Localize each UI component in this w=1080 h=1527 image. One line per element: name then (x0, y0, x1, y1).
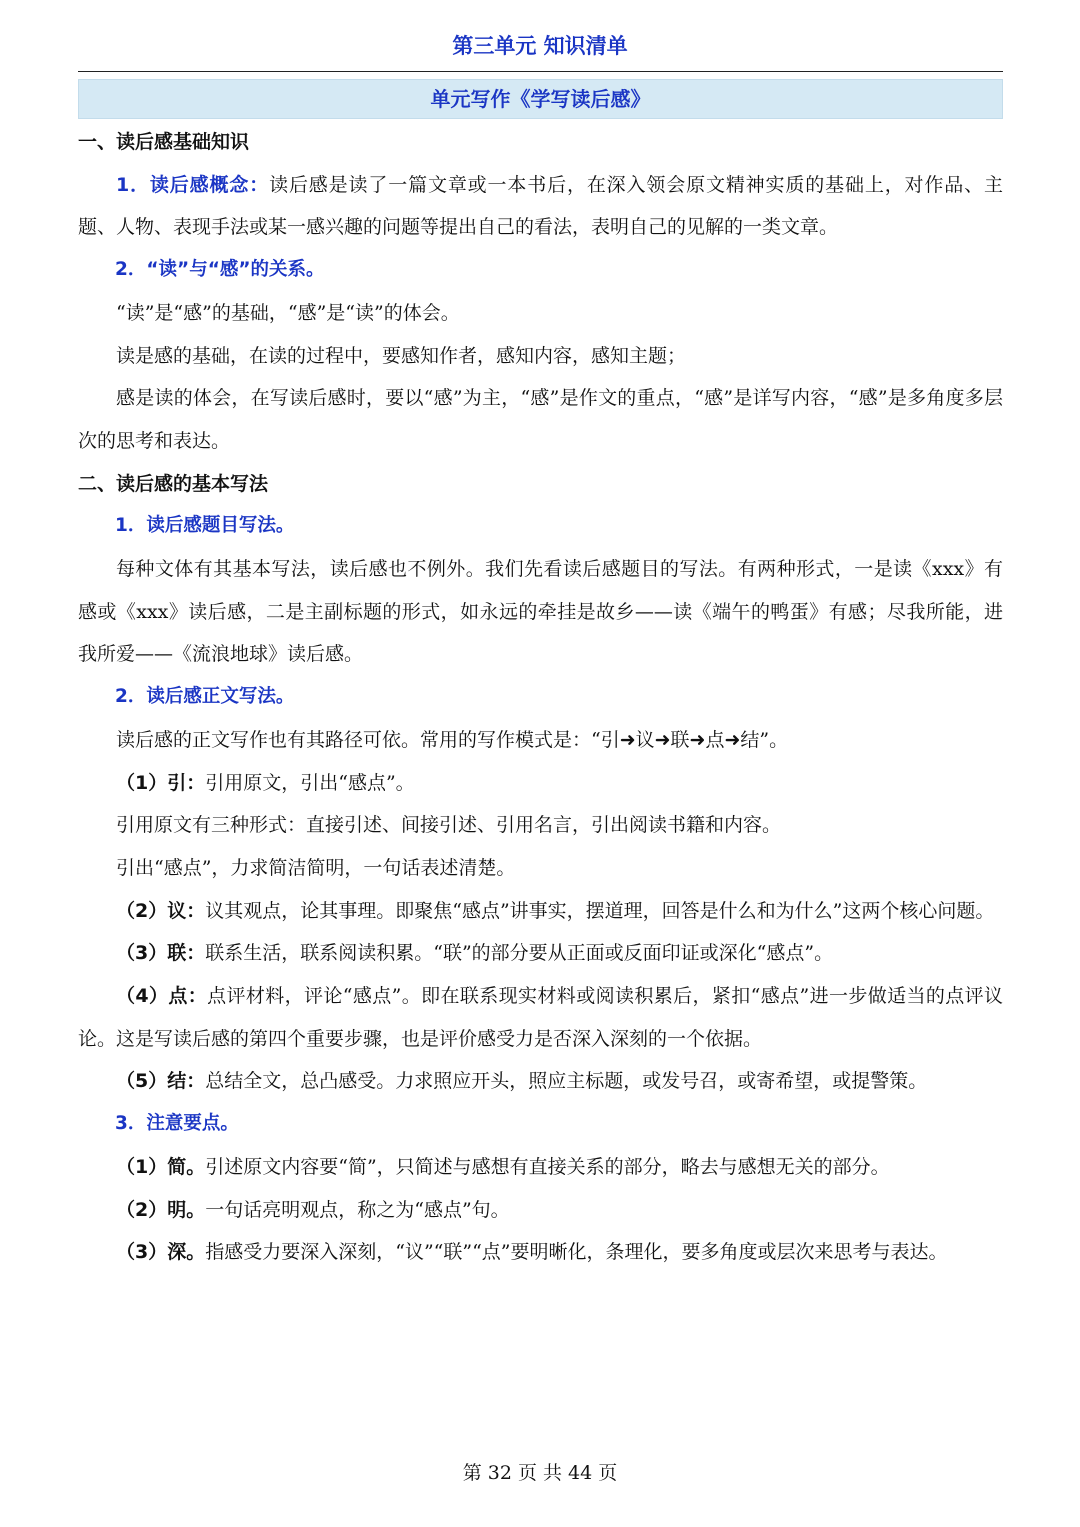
item-yi-text: 议其观点，论其事理。即聚焦“感点”讲事实，摆道理，回答是什么和为什么”这两个核心问题。 (205, 899, 995, 922)
item-dian-text: 点评材料，评论“感点”。即在联系现实材料或阅读积累后，紧扣“感点”进一步做适当的点评议论。这是写读后感的第四个重要步骤，也是评价感受力是否深入深刻的一个依据。 (78, 985, 1003, 1050)
note-shen-text: 指感受力要深入深刻，“议”“联”“点”要明晰化，条理化，要多角度或层次来思考与表达。 (205, 1241, 948, 1264)
subheading-relation: 2．“读”与“感”的关系。 (115, 259, 325, 281)
note-ming-lead: （2）明。 (116, 1198, 206, 1221)
page-number-footer: 第 32 页 共 44 页 (462, 1462, 618, 1484)
subheading-notes: 3．注意要点。 (115, 1113, 239, 1135)
note-shen-lead: （3）深。 (116, 1241, 206, 1264)
item-yin (78, 762, 1003, 805)
note-shen (78, 1231, 1003, 1274)
paragraph-relation-3: 感是读的体会，在写读后感时，要以“感”为主，“感”是作文的重点，“感”是详写内容，“感”是多角度多层次的思考和表达。 (78, 387, 1003, 452)
note-jian-lead: （1）简。 (116, 1155, 206, 1178)
header-divider (78, 71, 1003, 72)
note-jian (78, 1146, 1003, 1189)
concept-text: 读后感是读了一篇文章或一本书后，在深入领会原文精神实质的基础上，对作品、主题、人物、表现手法或某一感兴趣的问题等提出自己的看法，表明自己的见解的一类文章。 (78, 173, 1003, 239)
concept-lead: 1．读后感概念： (116, 173, 270, 196)
section-title-bar: 单元写作《学写读后感》 (78, 79, 1003, 119)
section-heading-2: 二、读后感的基本写法 (78, 472, 269, 495)
note-ming (78, 1189, 1003, 1232)
item-lian-text: 联系生活，联系阅读积累。“联”的部分要从正面或反面印证或深化“感点”。 (205, 942, 834, 965)
note-ming-text: 一句话亮明观点，称之为“感点”句。 (205, 1198, 510, 1221)
item-jie (78, 1060, 1003, 1103)
item-dian (78, 975, 1003, 1060)
paragraph-relation-2: 读是感的基础，在读的过程中，要感知作者，感知内容，感知主题； (116, 344, 687, 367)
item-jie-lead: （5）结： (116, 1070, 206, 1093)
item-lian (78, 932, 1003, 975)
paragraph-yin-concise: 引出“感点”，力求简洁简明，一句话表述清楚。 (116, 856, 516, 879)
subheading-body-writing: 2．读后感正文写法。 (115, 686, 295, 708)
item-yin-lead: （1）引： (116, 771, 206, 794)
item-jie-text: 总结全文，总凸感受。力求照应开头，照应主标题，或发号召，或寄希望，或提警策。 (205, 1070, 928, 1093)
document-header-title: 第三单元 知识清单 (452, 34, 628, 58)
document-body (78, 121, 1003, 1274)
subheading-title-writing: 1．读后感题目写法。 (115, 515, 295, 537)
paragraph-yin-forms: 引用原文有三种形式：直接引述、间接引述、引用名言，引出阅读书籍和内容。 (116, 814, 782, 837)
item-yin-text: 引用原文，引出“感点”。 (205, 771, 415, 794)
item-yi-lead: （2）议： (116, 899, 206, 922)
paragraph-title-writing: 每种文体有其基本写法，读后感也不例外。我们先看读后感题目的写法。有两种形式，一是读《xxx》有感或《xxx》读后感，二是主副标题的形式，如永远的牵挂是故乡——读《端午的鸭蛋》有感；尽我所能，进我所爱——《流浪地球》读后感。 (78, 558, 1003, 666)
paragraph-body-writing: 读后感的正文写作也有其路径可依。常用的写作模式是：“引➜议➜联➜点➜结”。 (116, 728, 789, 751)
paragraph-relation-1: “读”是“感”的基础，“感”是“读”的体会。 (116, 301, 460, 324)
item-dian-lead: （4）点： (116, 985, 208, 1008)
note-jian-text: 引述原文内容要“简”，只简述与感想有直接关系的部分，略去与感想无关的部分。 (205, 1155, 890, 1178)
paragraph-concept (78, 164, 1003, 249)
section-heading-1: 一、读后感基础知识 (78, 131, 250, 153)
item-yi (78, 890, 1003, 933)
item-lian-lead: （3）联： (116, 942, 206, 965)
